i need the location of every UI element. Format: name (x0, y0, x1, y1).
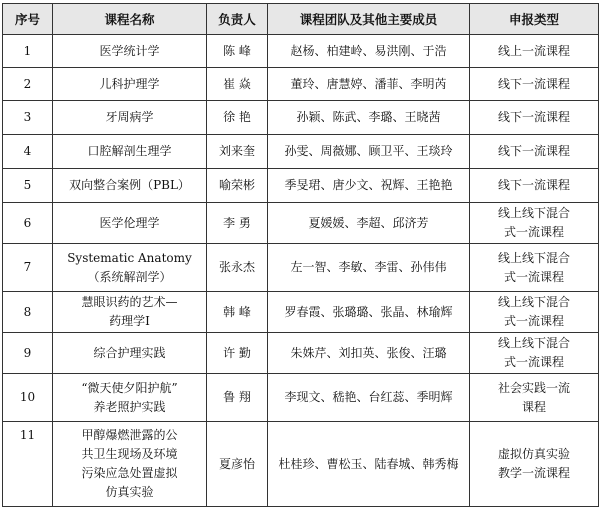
table-row (3, 68, 599, 101)
table-row (3, 422, 599, 507)
course-name: Systematic Anatomy （系统解剖学） (53, 244, 207, 292)
course-team: 杜桂珍、曹松玉、陆春城、韩秀梅 (268, 422, 470, 507)
course-name: 口腔解剖生理学 (53, 135, 207, 169)
course-type: 虚拟仿真实验 教学一流课程 (470, 422, 599, 507)
row-number: 5 (3, 169, 53, 203)
header-type: 申报类型 (470, 4, 599, 35)
table-row (3, 203, 599, 244)
row-number: 1 (3, 35, 53, 68)
course-team: 左一智、李敏、李雷、孙伟伟 (268, 244, 470, 292)
course-type: 线上线下混合 式一流课程 (470, 203, 599, 244)
course-name: 医学伦理学 (53, 203, 207, 244)
course-name: 甲醇爆燃泄露的公 共卫生现场及环境 污染应急处置虚拟 仿真实验 (53, 422, 207, 507)
row-number: 7 (3, 244, 53, 292)
course-name: 慧眼识药的艺术— 药理学Ⅰ (53, 292, 207, 333)
course-lead: 韩 峰 (207, 292, 268, 333)
course-lead: 张永杰 (207, 244, 268, 292)
table-row (3, 374, 599, 422)
table-row (3, 292, 599, 333)
header-lead: 负责人 (207, 4, 268, 35)
row-number: 9 (3, 333, 53, 374)
course-type: 线下一流课程 (470, 101, 599, 135)
table-row (3, 35, 599, 68)
course-name: 牙周病学 (53, 101, 207, 135)
course-name: 医学统计学 (53, 35, 207, 68)
course-type: 线下一流课程 (470, 169, 599, 203)
course-name: 儿科护理学 (53, 68, 207, 101)
course-lead: 崔 焱 (207, 68, 268, 101)
course-lead: 徐 艳 (207, 101, 268, 135)
row-number: 8 (3, 292, 53, 333)
course-name: “微天使夕阳护航” 养老照护实践 (53, 374, 207, 422)
course-lead: 夏彦怡 (207, 422, 268, 507)
course-name: 综合护理实践 (53, 333, 207, 374)
course-type: 线上线下混合 式一流课程 (470, 244, 599, 292)
row-number: 4 (3, 135, 53, 169)
course-lead: 李 勇 (207, 203, 268, 244)
course-team: 赵杨、柏建岭、易洪刚、于浩 (268, 35, 470, 68)
header-team: 课程团队及其他主要成员 (268, 4, 470, 35)
course-lead: 鲁 翔 (207, 374, 268, 422)
course-lead: 陈 峰 (207, 35, 268, 68)
course-team: 季旻珺、唐少文、祝辉、王艳艳 (268, 169, 470, 203)
course-team: 董玲、唐慧婷、潘菲、李明芮 (268, 68, 470, 101)
course-team: 孙雯、周薇娜、顾卫平、王琰玲 (268, 135, 470, 169)
course-type: 线上线下混合 式一流课程 (470, 292, 599, 333)
header-no: 序号 (3, 4, 53, 35)
course-team: 夏媛媛、李超、邱济芳 (268, 203, 470, 244)
course-type: 线上线下混合 式一流课程 (470, 333, 599, 374)
row-number: 6 (3, 203, 53, 244)
header-row (3, 4, 599, 35)
course-type: 线上一流课程 (470, 35, 599, 68)
table-row (3, 101, 599, 135)
course-name: 双向整合案例（PBL） (53, 169, 207, 203)
table-row (3, 169, 599, 203)
table-row (3, 135, 599, 169)
course-type: 线下一流课程 (470, 68, 599, 101)
course-team: 李现文、嵇艳、台红蕊、季明辉 (268, 374, 470, 422)
header-course-name: 课程名称 (53, 4, 207, 35)
course-table (2, 3, 599, 507)
row-number: 3 (3, 101, 53, 135)
row-number: 2 (3, 68, 53, 101)
table-row (3, 244, 599, 292)
course-lead: 喻荣彬 (207, 169, 268, 203)
course-team: 孙颖、陈武、李璐、王晓茜 (268, 101, 470, 135)
row-number: 10 (3, 374, 53, 422)
row-number: 11 (3, 422, 53, 507)
table-row (3, 333, 599, 374)
course-type: 社会实践一流 课程 (470, 374, 599, 422)
course-lead: 刘来奎 (207, 135, 268, 169)
course-team: 罗春霞、张璐璐、张晶、林瑜辉 (268, 292, 470, 333)
course-type: 线下一流课程 (470, 135, 599, 169)
course-team: 朱姝芹、刘扣英、张俊、汪璐 (268, 333, 470, 374)
course-lead: 许 勤 (207, 333, 268, 374)
